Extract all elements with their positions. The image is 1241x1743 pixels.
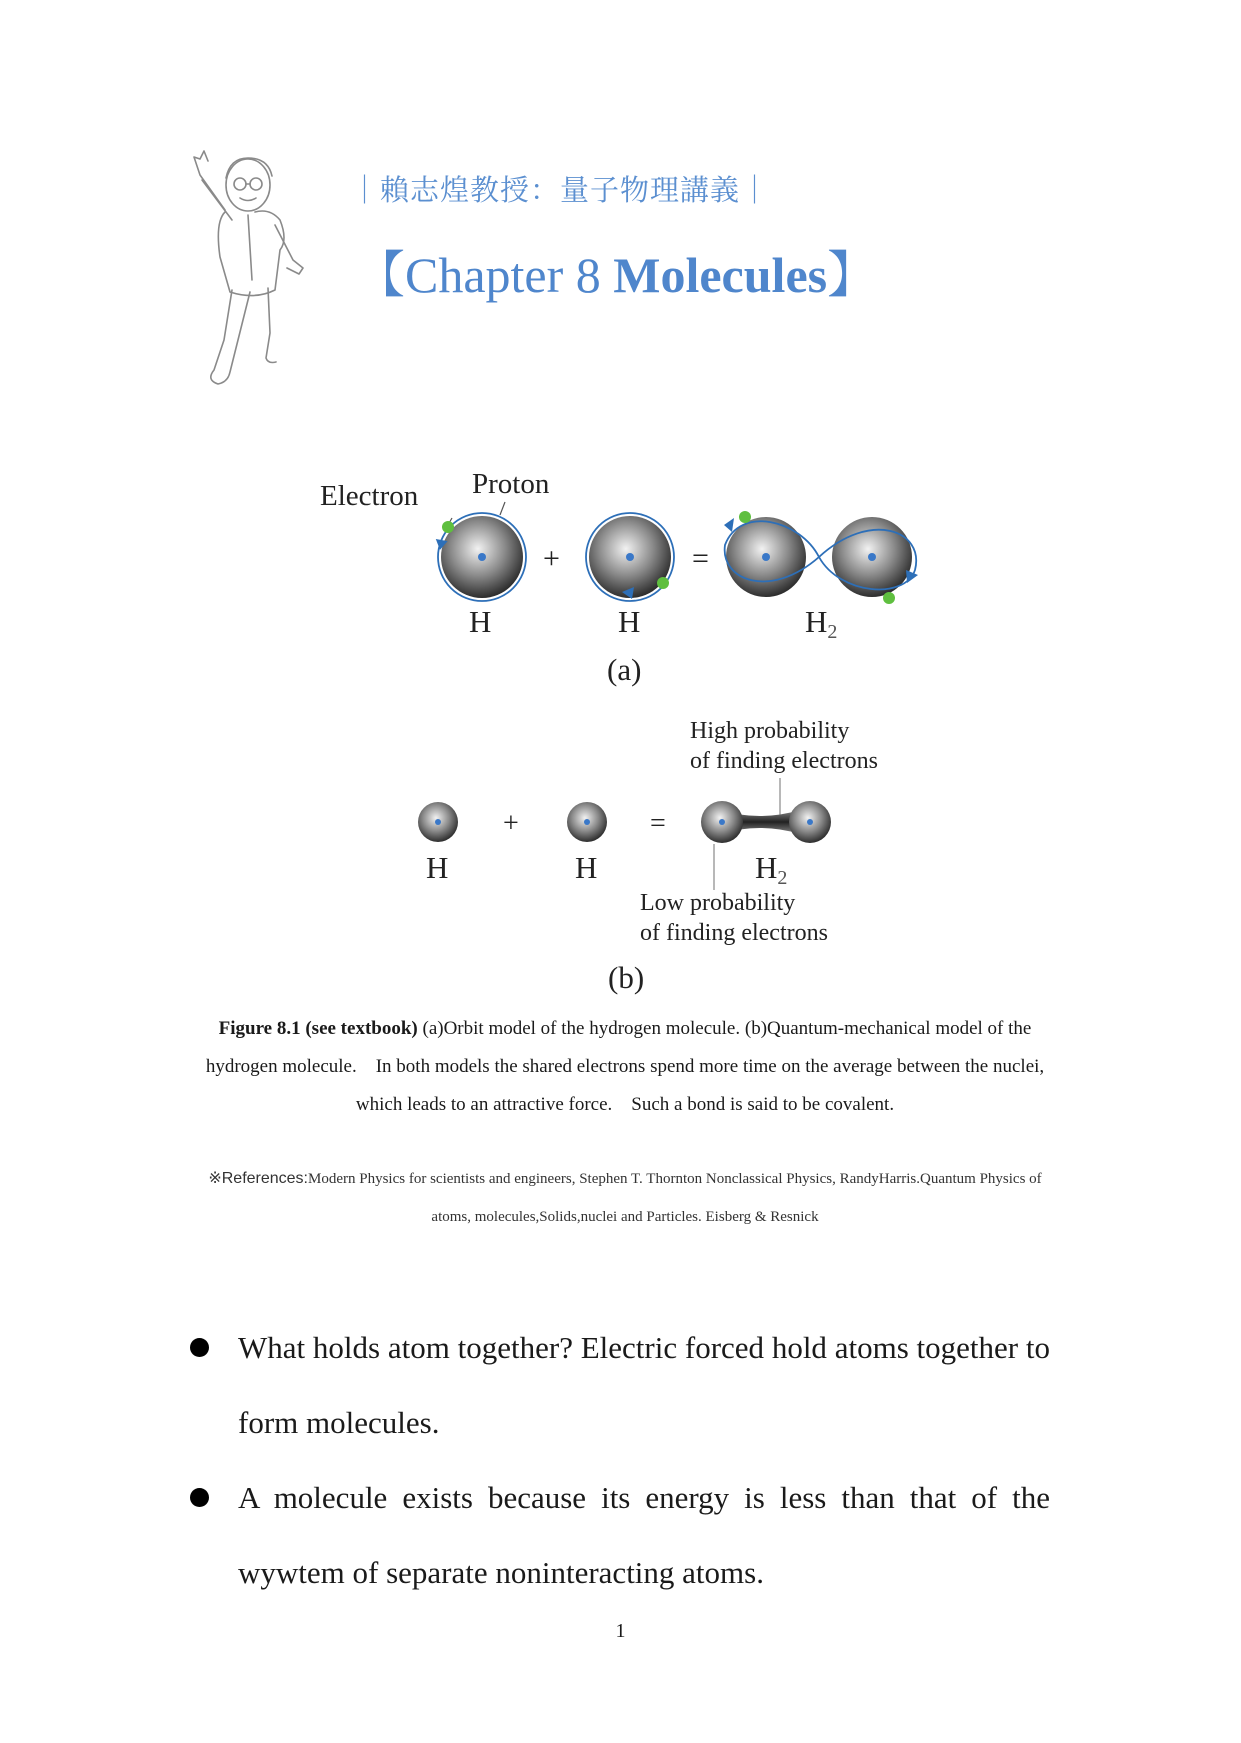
figure-caption <box>190 1010 1060 1124</box>
caption-body: (a)Orbit model of the hydrogen molecule. (b)Quantum-mechanical model of the hydrogen molecule. In both models the shared electrons spend more time on the average between the nuclei, which leads to an attractive force. Such a bond is said to be covalent. <box>205 1018 1045 1115</box>
h2-quantum-molecule <box>701 801 831 843</box>
professor-cartoon-icon <box>180 150 330 390</box>
proton-dot <box>478 553 486 561</box>
course-title: ｜賴志煌教授：量子物理講義｜ <box>350 173 771 207</box>
h2-orbit-molecule <box>724 511 918 604</box>
hydrogen-atom-orbit-2 <box>586 513 674 601</box>
electron-dot <box>442 521 454 533</box>
atom-label-h: H <box>575 850 598 885</box>
proton-label: Proton <box>472 468 550 500</box>
low-probability-label-line2: of finding electrons <box>640 920 828 946</box>
high-probability-label-line2: of finding electrons <box>690 748 878 774</box>
high-probability-label: High probability <box>690 718 850 744</box>
low-probability-label: Low probability <box>640 890 796 916</box>
bullet-text: What holds atom together? Electric forced hold atoms together to form molecules. <box>238 1330 1050 1440</box>
atom-label-h: H <box>618 604 641 639</box>
atom-label-h: H <box>426 850 449 885</box>
bullet-text: A molecule exists because its energy is less than that of the wywtem of separate noninteracting atoms. <box>238 1480 1050 1590</box>
references-body: Modern Physics for scientists and engineers, Stephen T. Thornton Nonclassical Physics, RandyHarris.Quantum Physics of atoms, molecules,Solids,nuclei and Particles. Eisberg & Resnick <box>308 1171 1042 1225</box>
bullet-item <box>190 1310 1050 1460</box>
bullet-item <box>190 1460 1050 1610</box>
hydrogen-atom-orbit-1 <box>434 513 526 601</box>
panel-label-b: (b) <box>608 960 645 995</box>
molecule-label-h2: H2 <box>805 604 838 643</box>
plus-sign: + <box>543 542 560 575</box>
chapter-suffix: 】 <box>827 247 878 303</box>
references <box>190 1160 1060 1236</box>
hydrogen-molecule-figure <box>300 460 960 1000</box>
atom-label-h: H <box>469 604 492 639</box>
panel-label-a: (a) <box>607 652 642 687</box>
chapter-title <box>355 235 877 307</box>
equals-sign: = <box>692 542 709 575</box>
references-head: ※References: <box>208 1170 308 1187</box>
molecule-label-h2: H2 <box>755 850 788 889</box>
hydrogen-atom-quantum-1 <box>418 802 458 842</box>
electron-label: Electron <box>320 480 419 512</box>
plus-sign: + <box>503 808 519 839</box>
page-number: 1 <box>615 1620 626 1642</box>
chapter-name: Molecules <box>613 247 828 303</box>
equals-sign: = <box>650 808 666 839</box>
chapter-prefix: 【Chapter 8 <box>355 247 614 303</box>
hydrogen-atom-quantum-2 <box>567 802 607 842</box>
bullet-dot-icon <box>190 1338 209 1357</box>
caption-head: Figure 8.1 (see textbook) <box>218 1018 418 1039</box>
bullet-dot-icon <box>190 1488 209 1507</box>
